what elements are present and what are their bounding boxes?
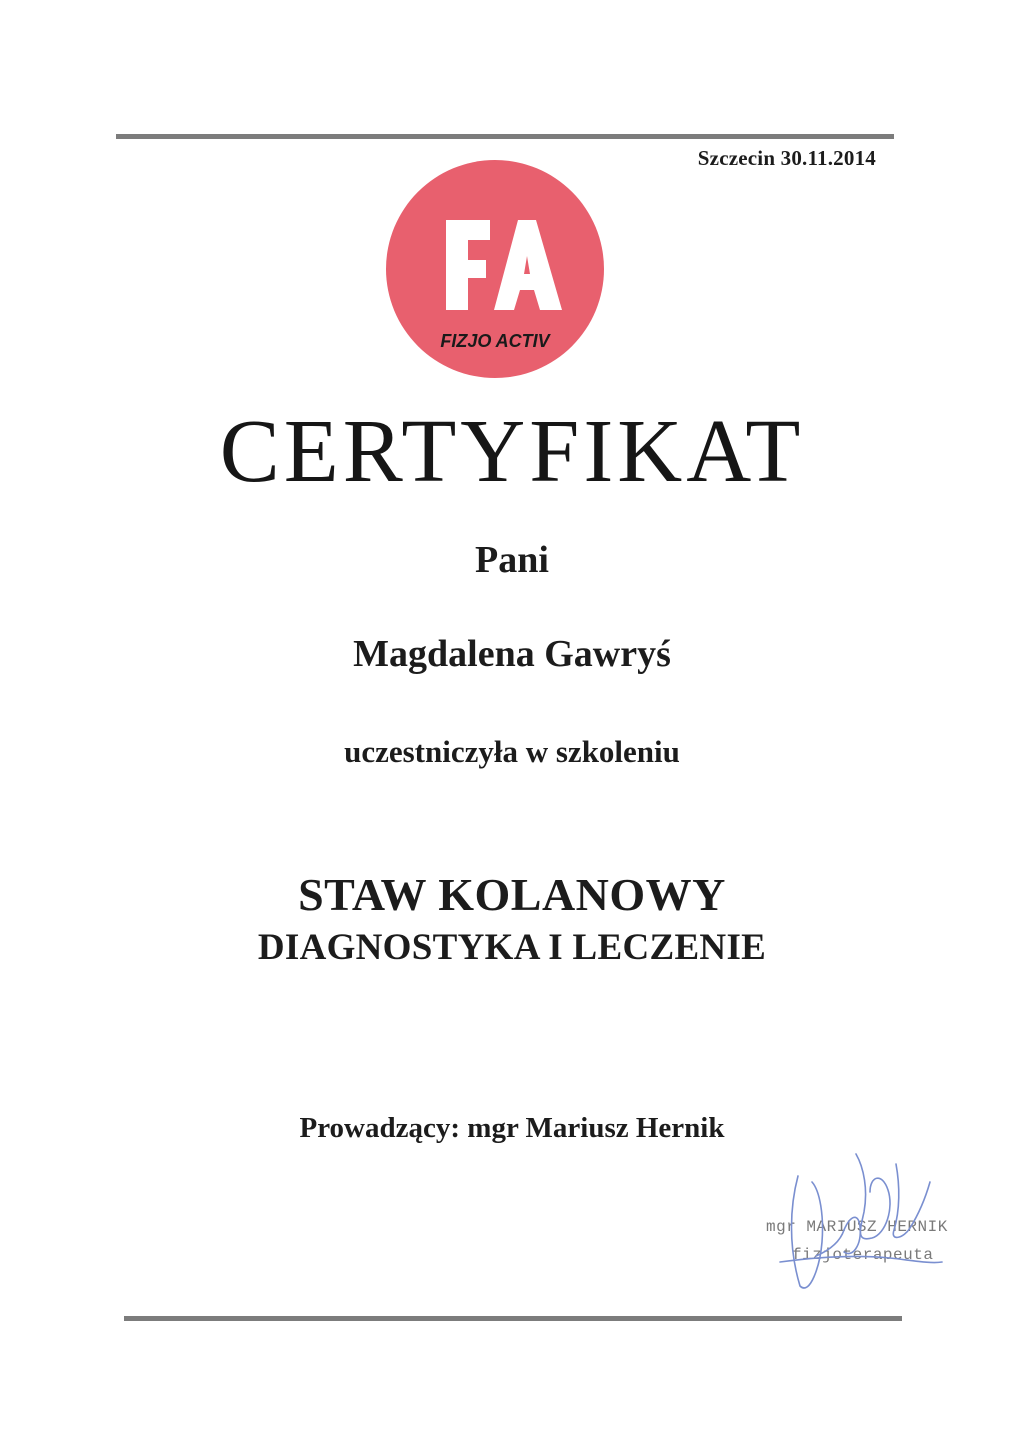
course-title-line2: DIAGNOSTYKA I LECZENIE xyxy=(257,927,767,968)
top-divider xyxy=(116,134,894,139)
course-title-line1: STAW KOLANOWY xyxy=(298,869,726,920)
fizjo-activ-logo xyxy=(386,160,604,378)
bottom-divider xyxy=(124,1316,902,1321)
stamp-name: mgr MARIUSZ HERNIK xyxy=(766,1218,948,1236)
instructor-line: Prowadzący: mgr Mariusz Hernik xyxy=(299,1112,725,1144)
salutation: Pani xyxy=(475,539,549,581)
recipient-name: Magdalena Gawryś xyxy=(353,633,671,675)
svg-text:FIZJO ACTIV: FIZJO ACTIV xyxy=(440,331,550,351)
certificate-date: Szczecin 30.11.2014 xyxy=(697,146,876,170)
certificate-title: CERTYFIKAT xyxy=(219,402,805,501)
stamp-title: fizjoterapeuta xyxy=(792,1246,934,1264)
handwritten-signature xyxy=(760,1146,960,1306)
participation-text: uczestniczyła w szkoleniu xyxy=(344,734,680,769)
